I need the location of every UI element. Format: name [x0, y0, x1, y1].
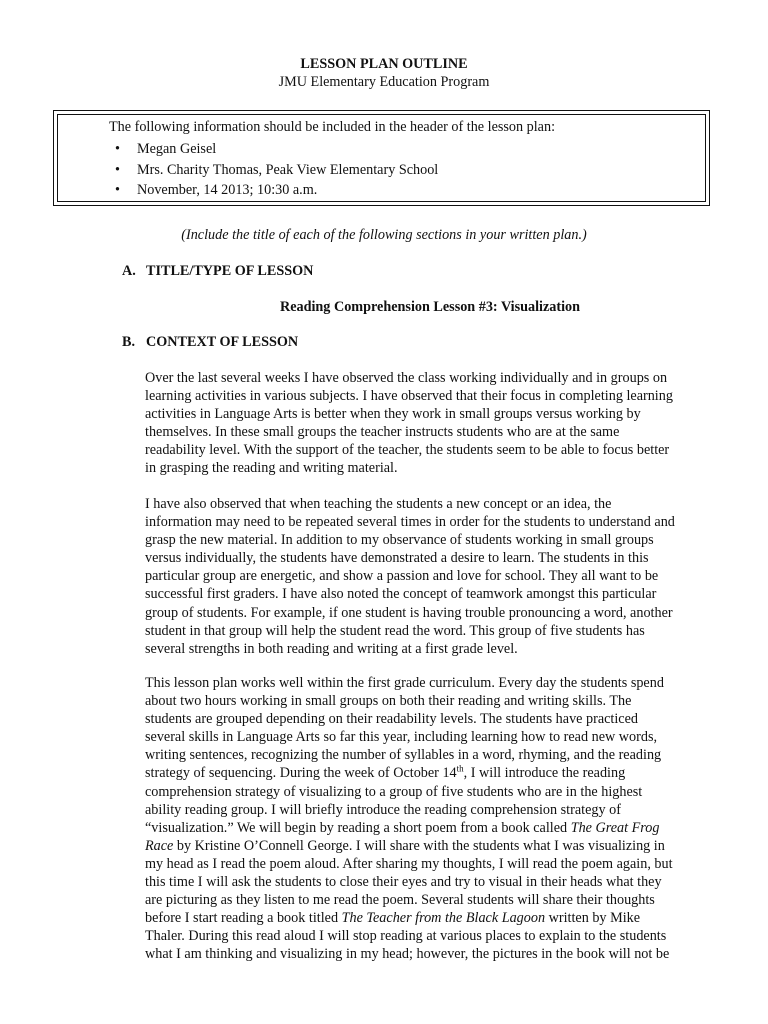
bullet-icon: • — [115, 161, 120, 178]
text-line: about two hours working in small groups on both their reading and writing skills. The — [145, 693, 632, 710]
text-line: successful first graders. I have also noted the concept of teamwork amongst this particular — [145, 586, 657, 603]
section-b-letter: B. — [122, 334, 136, 350]
text-line: Over the last several weeks I have observed the class working individually and in groups on — [145, 370, 668, 386]
bullet-icon: • — [115, 182, 120, 198]
info-box-list — [115, 139, 438, 201]
text-line: student in that group will help the student read the word. This group of five students has — [145, 622, 645, 639]
text-line — [145, 819, 717, 837]
text-line: in grasping the reading and writing material. — [145, 460, 398, 477]
text-segment: before I start reading a book titled — [145, 910, 342, 927]
text-segment: , I will introduce the reading — [463, 765, 626, 782]
bullet-icon: • — [115, 141, 120, 157]
context-paragraph-1 — [145, 369, 717, 478]
text-line — [145, 837, 717, 855]
bullet-text: Megan Geisel — [137, 141, 217, 157]
list-item — [115, 180, 438, 201]
text-line: learning activities in various subjects. I have observed that their focus in completing learning — [145, 388, 673, 405]
text-line: This lesson plan works well within the first grade curriculum. Every day the students spend — [145, 675, 664, 691]
book-title: The Teacher from the Black Lagoon — [341, 910, 546, 927]
list-item — [115, 139, 438, 160]
text-line: my head as I read the poem aloud. After sharing my thoughts, I will read the poem again, but — [145, 855, 673, 872]
text-line: ability reading group. I will briefly introduce the reading comprehension strategy of — [145, 801, 621, 818]
instruction-note: (Include the title of each of the following sections in your written plan.) — [181, 227, 587, 243]
text-line: group of students. For example, if one student is having trouble pronouncing a word, another — [145, 604, 673, 621]
text-line — [145, 764, 717, 782]
section-b-heading — [122, 334, 298, 351]
list-item — [115, 160, 438, 181]
text-segment: “visualization.” We will begin by reading a short poem from a book called — [145, 819, 571, 836]
book-title: The Great Frog — [570, 819, 660, 836]
text-line: information may need to be repeated several times in order for the students to understand and — [145, 514, 675, 531]
bullet-text: November, 14 2013; 10:30 a.m. — [137, 182, 318, 198]
text-segment: written by Mike — [545, 910, 641, 927]
book-title: Race — [145, 837, 174, 854]
ordinal-suffix: th — [456, 763, 464, 774]
text-segment: by Kristine O’Connell George. I will share with the students what I was visualizing in — [173, 837, 665, 854]
text-line: what I am thinking and visualizing in my head; however, the pictures in the book will not be — [145, 946, 670, 963]
text-line: activities in Language Arts is better when they work in small groups versus working by — [145, 406, 641, 423]
text-line: several strengths in both reading and writing at a first grade level. — [145, 640, 518, 657]
text-line — [145, 909, 717, 927]
section-a-letter: A. — [122, 263, 136, 279]
section-a-heading — [122, 263, 313, 280]
text-line: writing sentences, recognizing the number of syllables in a word, rhyming, and the reading — [145, 747, 662, 764]
text-segment: strategy of sequencing. During the week of October 14 — [145, 765, 457, 782]
document-title: LESSON PLAN OUTLINE — [300, 56, 468, 72]
section-a-title: TITLE/TYPE OF LESSON — [146, 263, 314, 279]
text-line: several skills in Language Arts so far this year, including learning how to read new words, — [145, 729, 658, 746]
document-subtitle: JMU Elementary Education Program — [278, 74, 490, 90]
bullet-text: Mrs. Charity Thomas, Peak View Elementary School — [137, 161, 439, 178]
text-line: this time I will ask the students to close their eyes and try to visual in their heads what they — [145, 874, 662, 891]
text-line: themselves. In these small groups the teacher instructs students who are at the same — [145, 424, 620, 441]
text-line: versus individually, the students have demonstrated a desire to learn. The students in this — [145, 550, 649, 567]
text-line: grasp the new material. In addition to my observance of students working in small groups — [145, 532, 654, 549]
text-line: I have also observed that when teaching the students a new concept or an idea, the — [145, 496, 612, 512]
section-b-title: CONTEXT OF LESSON — [146, 334, 299, 350]
text-line: students are grouped depending on their readability levels. The students have practiced — [145, 711, 638, 728]
text-line: comprehension strategy of visualizing to a group of five students who are in the highest — [145, 783, 643, 800]
text-line: are picturing as they listen to me read the poem. Several students will share their thoughts — [145, 892, 655, 909]
info-box-intro: The following information should be included in the header of the lesson plan: — [109, 119, 556, 135]
context-paragraph-3 — [145, 674, 717, 964]
text-line: readability level. With the support of the teacher, the students seem to be able to focus better — [145, 442, 670, 459]
lesson-name: Reading Comprehension Lesson #3: Visualization — [279, 299, 581, 315]
text-line: particular group are energetic, and show a passion and love for school. They all want to be — [145, 568, 659, 585]
text-line: Thaler. During this read aloud I will stop reading at various places to explain to the students — [145, 928, 667, 945]
context-paragraph-2 — [145, 495, 717, 658]
